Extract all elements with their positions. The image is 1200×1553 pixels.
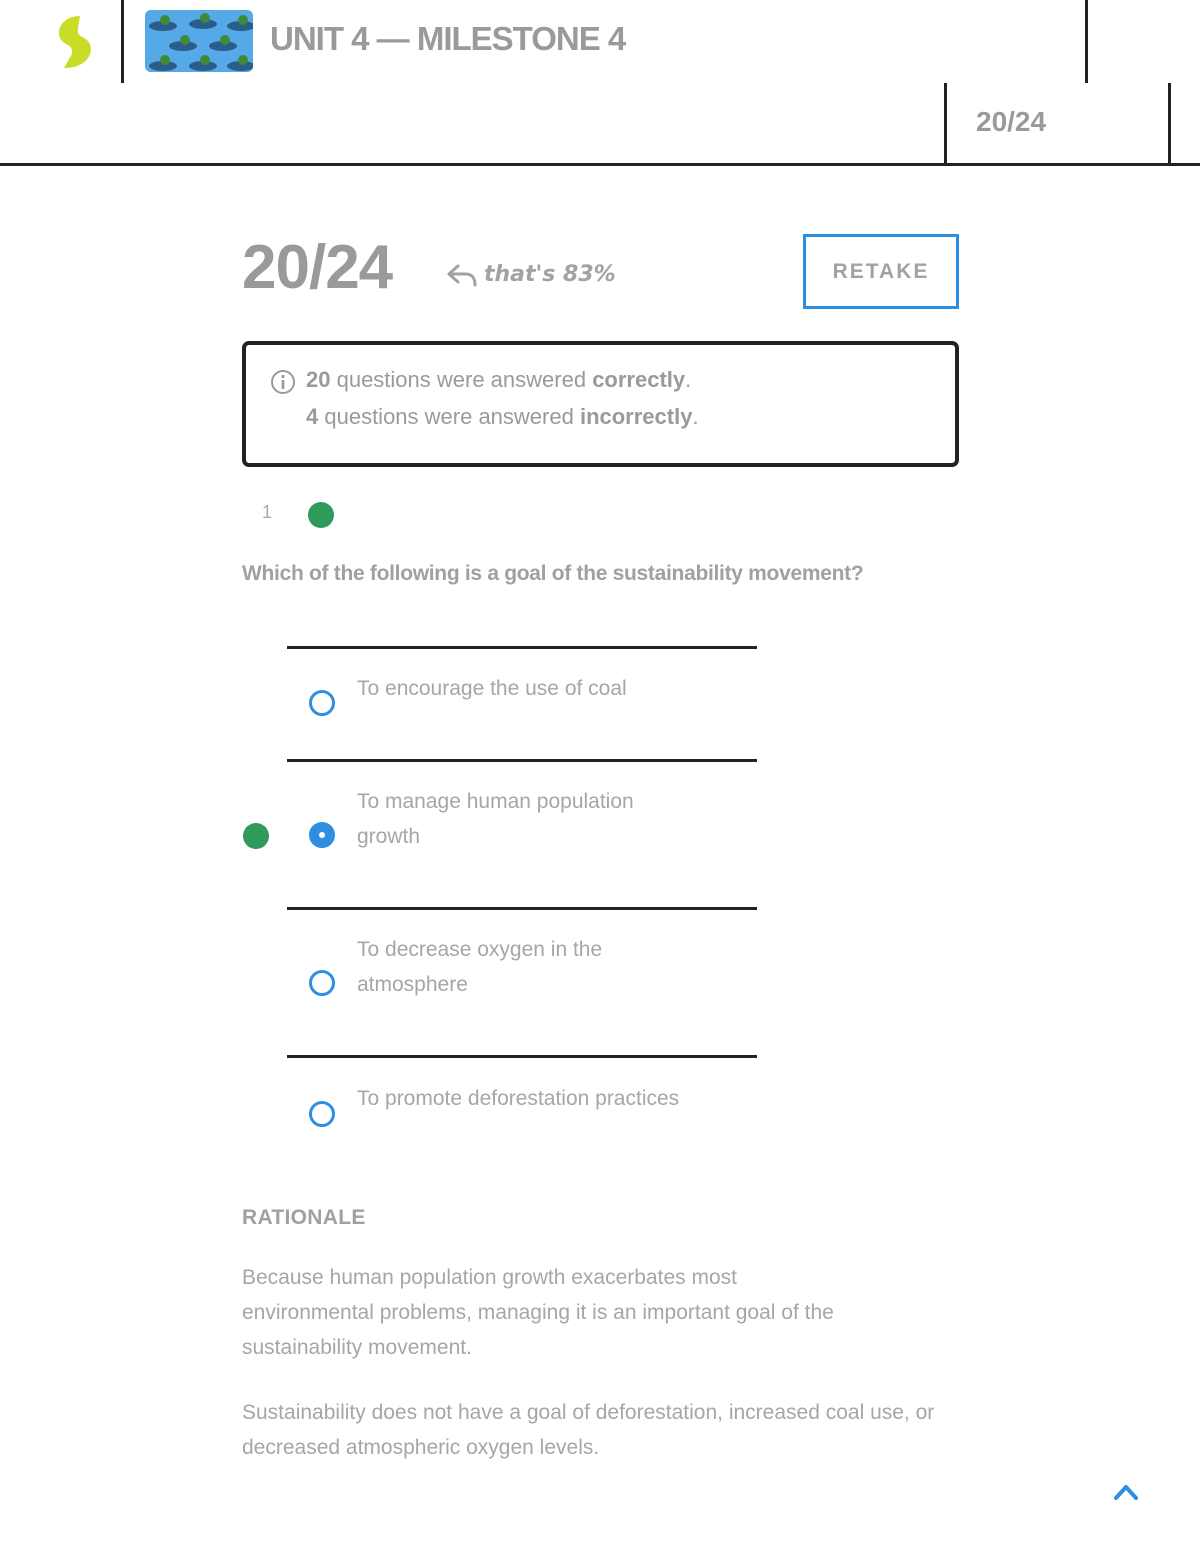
- option-text-2[interactable]: To manage human population growth: [357, 790, 634, 848]
- option-text-4[interactable]: To promote deforestation practices: [357, 1087, 680, 1110]
- header-divider: [121, 0, 124, 83]
- incorrect-summary: 4 questions were answered incorrectly.: [306, 404, 699, 429]
- option-divider: [287, 646, 757, 649]
- option-radio-3[interactable]: [309, 970, 335, 996]
- percent-note: [446, 262, 616, 287]
- results-summary: [242, 341, 959, 467]
- correct-answer-marker: [243, 823, 269, 849]
- question-status-correct: [308, 502, 334, 528]
- option-radio-4[interactable]: [309, 1101, 335, 1127]
- question-number: 1: [262, 502, 273, 522]
- header-divider: [1085, 0, 1088, 83]
- question-text: Which of the following is a goal of the sustainability movement?: [242, 562, 864, 585]
- score-display: 20/24: [242, 233, 393, 302]
- rationale-paragraph-1: Because human population growth exacerbates most environmental problems, managing it is an important goal of the sustainability movement.: [242, 1266, 834, 1359]
- option-radio-2[interactable]: [309, 822, 335, 848]
- retake-button[interactable]: RETAKE: [803, 234, 959, 309]
- logo-icon[interactable]: [50, 14, 100, 70]
- header-score: 20/24: [976, 106, 1047, 137]
- option-divider: [287, 759, 757, 762]
- page-title: UNIT 4 — MILESTONE 4: [270, 20, 626, 57]
- rationale-title: RATIONALE: [242, 1206, 366, 1229]
- option-text-1[interactable]: To encourage the use of coal: [357, 677, 627, 700]
- option-radio-1[interactable]: [309, 690, 335, 716]
- header-border: [0, 163, 1200, 166]
- chevron-up-icon[interactable]: [1110, 1478, 1142, 1504]
- info-icon: [270, 369, 296, 395]
- correct-summary: 20 questions were answered correctly.: [306, 367, 692, 392]
- header-divider: [1168, 83, 1171, 165]
- option-text-3[interactable]: To decrease oxygen in the atmosphere: [357, 938, 603, 996]
- rationale-paragraph-2: Sustainability does not have a goal of deforestation, increased coal use, or decreased atmospheric oxygen levels.: [242, 1401, 935, 1459]
- header-divider: [944, 83, 947, 165]
- option-divider: [287, 1055, 757, 1058]
- reply-arrow-icon: [446, 263, 478, 287]
- option-divider: [287, 907, 757, 910]
- course-thumbnail: [145, 10, 253, 72]
- percent-text: that's 83%: [484, 262, 616, 287]
